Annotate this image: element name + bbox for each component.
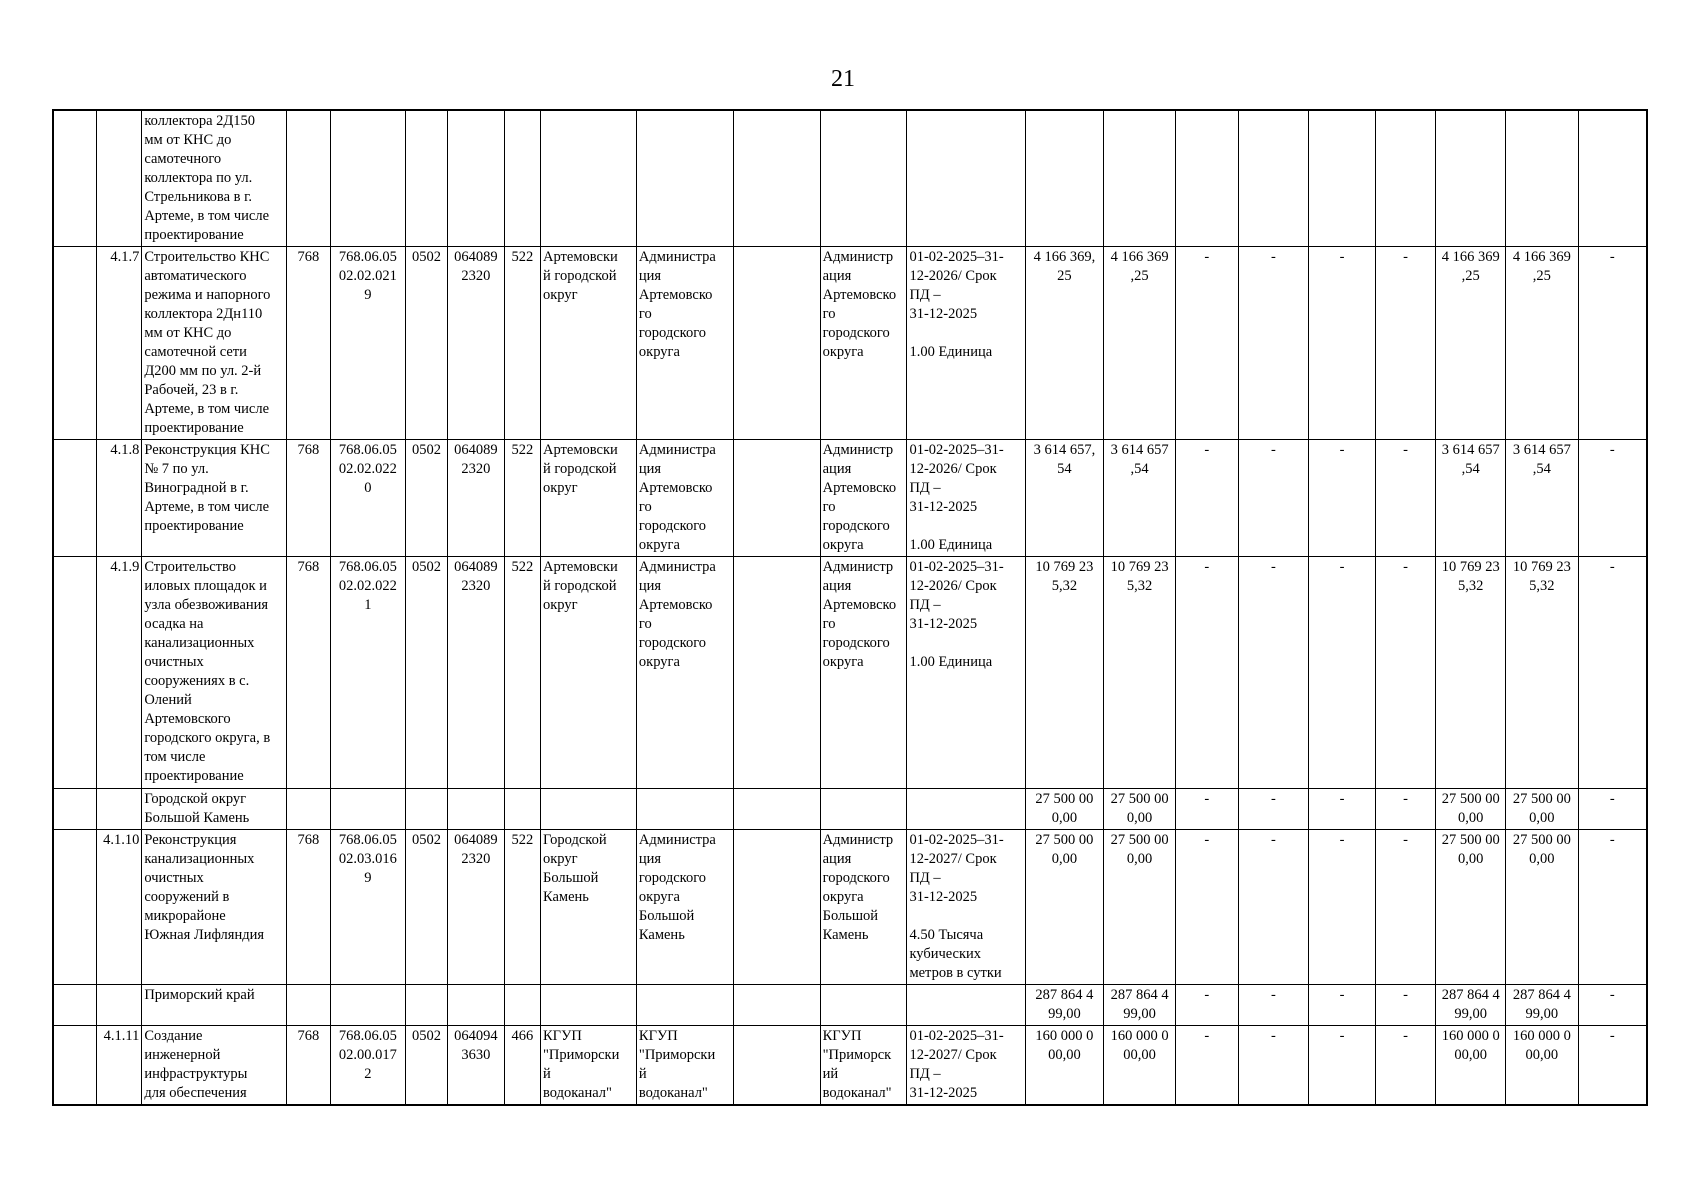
object-name: Строительство иловых площадок и узла обезвоживания осадка на канализационных очистных сооружениях в с. Олений Артемовского городского округа, в том числе проектирование (142, 557, 286, 789)
kbk-code (331, 789, 406, 830)
dash-cell: - (1238, 985, 1309, 1026)
period (907, 110, 1025, 247)
target-article (448, 985, 505, 1026)
dash-cell: - (1578, 247, 1647, 440)
dash-cell: - (1309, 789, 1376, 830)
dash-cell: - (1175, 789, 1238, 830)
table-row (53, 247, 1647, 440)
blank-cell (53, 557, 96, 789)
kbk-code: 768.06.05 02.02.021 9 (331, 247, 406, 440)
builder (820, 789, 907, 830)
target-article: 064089 2320 (448, 440, 505, 557)
table-row (53, 985, 1647, 1026)
expense-type: 522 (504, 247, 540, 440)
dash-cell: - (1238, 557, 1309, 789)
page-number: 21 (831, 66, 855, 92)
total-amount: 287 864 4 99,00 (1025, 985, 1104, 1026)
blank-cell (53, 789, 96, 830)
section-code (405, 110, 447, 247)
amount: 27 500 00 0,00 (1104, 830, 1176, 985)
section-code (405, 789, 447, 830)
grbs-code (286, 789, 330, 830)
target-article: 064094 3630 (448, 1026, 505, 1106)
table-row (53, 110, 1647, 247)
dash-cell: - (1375, 1026, 1436, 1106)
amount: 4 166 369 ,25 (1436, 247, 1506, 440)
grbs-code: 768 (286, 440, 330, 557)
amount: 10 769 23 5,32 (1104, 557, 1176, 789)
amount: 3 614 657 ,54 (1506, 440, 1579, 557)
expense-type (504, 110, 540, 247)
customer (636, 985, 733, 1026)
grbs-code (286, 985, 330, 1026)
dash-cell: - (1309, 440, 1376, 557)
kbk-code: 768.06.05 02.02.022 1 (331, 557, 406, 789)
customer (636, 110, 733, 247)
expense-type: 466 (504, 1026, 540, 1106)
object-name: Приморский край (142, 985, 286, 1026)
dash-cell: - (1309, 985, 1376, 1026)
row-number: 4.1.7 (96, 247, 141, 440)
municipality: Артемовски й городской округ (541, 557, 637, 789)
municipality (541, 789, 637, 830)
blank-cell (733, 789, 820, 830)
blank-cell (53, 985, 96, 1026)
municipality (541, 985, 637, 1026)
builder: Администр ация Артемовско го городского округа (820, 440, 907, 557)
customer: Администра ция Артемовско го городского округа (636, 557, 733, 789)
kbk-code (331, 985, 406, 1026)
dash-cell: - (1309, 830, 1376, 985)
dash-cell: - (1578, 789, 1647, 830)
period (907, 985, 1025, 1026)
dash-cell: - (1578, 1026, 1647, 1106)
target-article: 064089 2320 (448, 830, 505, 985)
section-code: 0502 (405, 247, 447, 440)
total-amount (1025, 110, 1104, 247)
dash-cell: - (1578, 440, 1647, 557)
target-article (448, 789, 505, 830)
object-name: Городской округ Большой Камень (142, 789, 286, 830)
dash-cell: - (1238, 440, 1309, 557)
amount: 27 500 00 0,00 (1506, 830, 1579, 985)
object-name: Строительство КНС автоматического режима и напорного коллектора 2Дн110 мм от КНС до самотечной сети Д200 мм по ул. 2-й Рабочей, 23 в г. Артеме, в том числе проектирование (142, 247, 286, 440)
dash-cell: - (1375, 247, 1436, 440)
municipality: КГУП "Приморски й водоканал" (541, 1026, 637, 1106)
period: 01-02-2025–31- 12-2026/ Срок ПД – 31-12-2025 1.00 Единица (907, 557, 1025, 789)
expense-type: 522 (504, 440, 540, 557)
amount: 287 864 4 99,00 (1104, 985, 1176, 1026)
dash-cell: - (1375, 557, 1436, 789)
amount (1506, 110, 1579, 247)
municipality: Городской округ Большой Камень (541, 830, 637, 985)
dash-cell (1309, 110, 1376, 247)
grbs-code: 768 (286, 557, 330, 789)
dash-cell (1175, 110, 1238, 247)
period (907, 789, 1025, 830)
customer: КГУП "Приморски й водоканал" (636, 1026, 733, 1106)
blank-cell (53, 830, 96, 985)
dash-cell (1578, 110, 1647, 247)
row-number (96, 110, 141, 247)
total-amount: 160 000 0 00,00 (1025, 1026, 1104, 1106)
dash-cell: - (1309, 247, 1376, 440)
blank-cell (733, 440, 820, 557)
blank-cell (733, 110, 820, 247)
table-row (53, 440, 1647, 557)
dash-cell: - (1238, 830, 1309, 985)
amount: 287 864 4 99,00 (1506, 985, 1579, 1026)
section-code (405, 985, 447, 1026)
total-amount: 10 769 23 5,32 (1025, 557, 1104, 789)
dash-cell: - (1238, 247, 1309, 440)
blank-cell (53, 110, 96, 247)
dash-cell: - (1375, 440, 1436, 557)
target-article: 064089 2320 (448, 247, 505, 440)
dash-cell: - (1175, 440, 1238, 557)
customer: Администра ция Артемовско го городского округа (636, 440, 733, 557)
grbs-code: 768 (286, 1026, 330, 1106)
period: 01-02-2025–31- 12-2027/ Срок ПД – 31-12-2025 4.50 Тысяча кубических метров в сутки (907, 830, 1025, 985)
kbk-code: 768.06.05 02.03.016 9 (331, 830, 406, 985)
municipality: Артемовски й городской округ (541, 440, 637, 557)
municipality: Артемовски й городской округ (541, 247, 637, 440)
builder (820, 110, 907, 247)
row-number: 4.1.9 (96, 557, 141, 789)
dash-cell: - (1309, 557, 1376, 789)
expense-type (504, 985, 540, 1026)
builder (820, 985, 907, 1026)
amount: 3 614 657 ,54 (1104, 440, 1176, 557)
blank-cell (733, 830, 820, 985)
table-row (53, 830, 1647, 985)
target-article (448, 110, 505, 247)
dash-cell: - (1578, 557, 1647, 789)
table-row (53, 1026, 1647, 1106)
section-code: 0502 (405, 557, 447, 789)
dash-cell: - (1578, 830, 1647, 985)
amount: 160 000 0 00,00 (1506, 1026, 1579, 1106)
dash-cell (1238, 110, 1309, 247)
amount: 4 166 369 ,25 (1506, 247, 1579, 440)
period: 01-02-2025–31- 12-2026/ Срок ПД – 31-12-2025 1.00 Единица (907, 247, 1025, 440)
amount: 4 166 369 ,25 (1104, 247, 1176, 440)
amount (1104, 110, 1176, 247)
total-amount: 3 614 657, 54 (1025, 440, 1104, 557)
period: 01-02-2025–31- 12-2026/ Срок ПД – 31-12-2025 1.00 Единица (907, 440, 1025, 557)
builder: Администр ация городского округа Большой Камень (820, 830, 907, 985)
period: 01-02-2025–31- 12-2027/ Срок ПД – 31-12-2025 (907, 1026, 1025, 1106)
total-amount: 4 166 369, 25 (1025, 247, 1104, 440)
grbs-code (286, 110, 330, 247)
amount: 27 500 00 0,00 (1436, 830, 1506, 985)
object-name: Создание инженерной инфраструктуры для обеспечения (142, 1026, 286, 1106)
kbk-code: 768.06.05 02.02.022 0 (331, 440, 406, 557)
budget-table (52, 109, 1648, 1106)
amount: 27 500 00 0,00 (1506, 789, 1579, 830)
row-number: 4.1.10 (96, 830, 141, 985)
expense-type: 522 (504, 830, 540, 985)
amount: 27 500 00 0,00 (1104, 789, 1176, 830)
total-amount: 27 500 00 0,00 (1025, 830, 1104, 985)
table-row (53, 789, 1647, 830)
kbk-code: 768.06.05 02.00.017 2 (331, 1026, 406, 1106)
blank-cell (53, 440, 96, 557)
table-row (53, 557, 1647, 789)
amount (1436, 110, 1506, 247)
municipality (541, 110, 637, 247)
dash-cell: - (1175, 985, 1238, 1026)
customer: Администра ция Артемовско го городского округа (636, 247, 733, 440)
blank-cell (53, 247, 96, 440)
dash-cell (1375, 110, 1436, 247)
dash-cell: - (1175, 247, 1238, 440)
blank-cell (733, 557, 820, 789)
dash-cell: - (1309, 1026, 1376, 1106)
section-code: 0502 (405, 830, 447, 985)
amount: 10 769 23 5,32 (1506, 557, 1579, 789)
blank-cell (733, 1026, 820, 1106)
object-name: Реконструкция канализационных очистных сооружений в микрорайоне Южная Лифляндия (142, 830, 286, 985)
row-number (96, 789, 141, 830)
dash-cell: - (1375, 985, 1436, 1026)
dash-cell: - (1175, 557, 1238, 789)
customer (636, 789, 733, 830)
object-name: Реконструкция КНС № 7 по ул. Виноградной в г. Артеме, в том числе проектирование (142, 440, 286, 557)
grbs-code: 768 (286, 830, 330, 985)
dash-cell: - (1238, 789, 1309, 830)
section-code: 0502 (405, 1026, 447, 1106)
dash-cell: - (1578, 985, 1647, 1026)
section-code: 0502 (405, 440, 447, 557)
builder: Администр ация Артемовско го городского округа (820, 247, 907, 440)
dash-cell: - (1375, 830, 1436, 985)
builder: КГУП "Приморск ий водоканал" (820, 1026, 907, 1106)
row-number: 4.1.11 (96, 1026, 141, 1106)
expense-type: 522 (504, 557, 540, 789)
customer: Администра ция городского округа Большой Камень (636, 830, 733, 985)
amount: 160 000 0 00,00 (1436, 1026, 1506, 1106)
amount: 3 614 657 ,54 (1436, 440, 1506, 557)
blank-cell (733, 985, 820, 1026)
dash-cell: - (1175, 1026, 1238, 1106)
amount: 160 000 0 00,00 (1104, 1026, 1176, 1106)
expense-type (504, 789, 540, 830)
amount: 27 500 00 0,00 (1436, 789, 1506, 830)
blank-cell (733, 247, 820, 440)
amount: 10 769 23 5,32 (1436, 557, 1506, 789)
kbk-code (331, 110, 406, 247)
dash-cell: - (1175, 830, 1238, 985)
total-amount: 27 500 00 0,00 (1025, 789, 1104, 830)
dash-cell: - (1375, 789, 1436, 830)
blank-cell (53, 1026, 96, 1106)
grbs-code: 768 (286, 247, 330, 440)
builder: Администр ация Артемовско го городского округа (820, 557, 907, 789)
dash-cell: - (1238, 1026, 1309, 1106)
amount: 287 864 4 99,00 (1436, 985, 1506, 1026)
target-article: 064089 2320 (448, 557, 505, 789)
row-number (96, 985, 141, 1026)
row-number: 4.1.8 (96, 440, 141, 557)
object-name: коллектора 2Д150 мм от КНС до самотечного коллектора по ул. Стрельникова в г. Артеме, в том числе проектирование (142, 110, 286, 247)
